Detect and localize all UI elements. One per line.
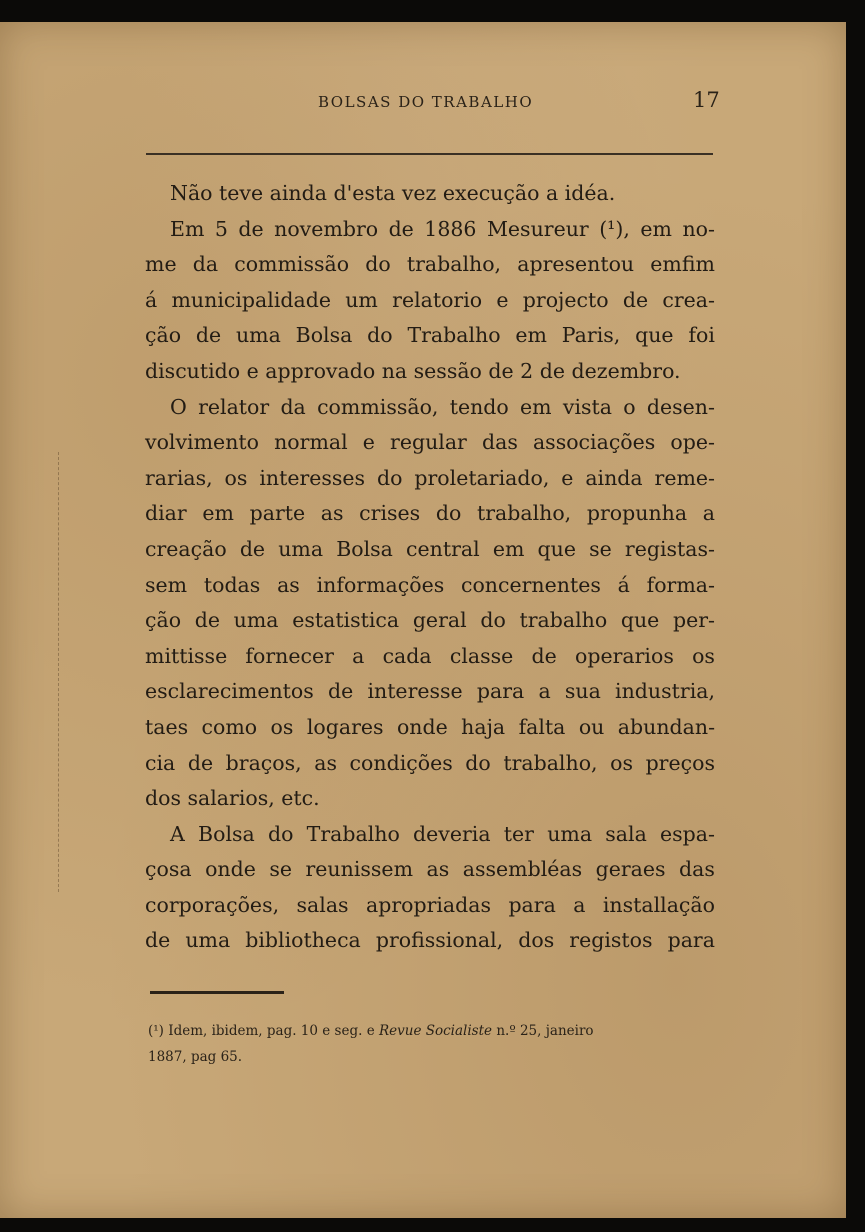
text-line: corporações, salas apropriadas para a installação — [145, 892, 715, 917]
running-header — [0, 88, 846, 123]
footnote-line-2: 1887, pag 65. — [148, 1049, 243, 1065]
text-line: çosa onde se reunissem as assembléas geraes das — [145, 857, 715, 882]
footnote-line-1 — [148, 1018, 728, 1044]
text-line: diar em parte as crises do trabalho, propunha a — [145, 501, 715, 526]
text-line: á municipalidade um relatorio e projecto de crea- — [145, 287, 715, 312]
text-line: cia de braços, as condições do trabalho, os preços — [145, 750, 715, 775]
text-line: A Bolsa do Trabalho deveria ter uma sala espa- — [170, 821, 715, 846]
body-text — [145, 176, 715, 959]
footnote-journal: Revue Socialiste — [378, 1023, 493, 1039]
text-line: dos salarios, etc. — [145, 786, 320, 811]
text-line: ção de uma estatistica geral do trabalho que per- — [145, 608, 715, 633]
text-line: Não teve ainda d'esta vez execução a idéa. — [170, 181, 616, 205]
running-title: BOLSAS DO TRABALHO — [318, 93, 534, 111]
footnote-rule — [150, 991, 284, 994]
header-rule — [146, 153, 713, 155]
text-line: O relator da commissão, tendo em vista o desen- — [170, 394, 715, 419]
text-line: sem todas as informações concernentes á forma- — [145, 572, 715, 597]
footnote-text-after: n.º 25, janeiro — [496, 1023, 594, 1039]
binding-marks — [58, 452, 65, 892]
text-line: discutido e approvado na sessão de 2 de dezembro. — [145, 358, 681, 383]
text-line: taes como os logares onde haja falta ou abundan- — [145, 714, 715, 739]
text-line: de uma bibliotheca profissional, dos registos para — [145, 928, 715, 953]
text-line: creação de uma Bolsa central em que se registas- — [145, 536, 715, 561]
text-line: ção de uma Bolsa do Trabalho em Paris, que foi — [145, 323, 715, 348]
text-line: me da commissão do trabalho, apresentou emfim — [145, 252, 715, 277]
footnote-text-before: Idem, ibidem, pag. 10 e seg. e — [168, 1023, 375, 1039]
footnote-marker: (¹) — [148, 1023, 164, 1039]
text-line: rarias, os interesses do proletariado, e ainda reme- — [145, 465, 715, 490]
footnote — [148, 1018, 728, 1070]
text-line: esclarecimentos de interesse para a sua industria, — [145, 679, 715, 704]
page-number: 17 — [693, 88, 720, 112]
text-line: volvimento normal e regular das associações ope- — [145, 430, 715, 455]
text-line: mittisse fornecer a cada classe de operarios os — [145, 643, 715, 668]
text-line: Em 5 de novembro de 1886 Mesureur (¹), em no- — [170, 216, 715, 241]
